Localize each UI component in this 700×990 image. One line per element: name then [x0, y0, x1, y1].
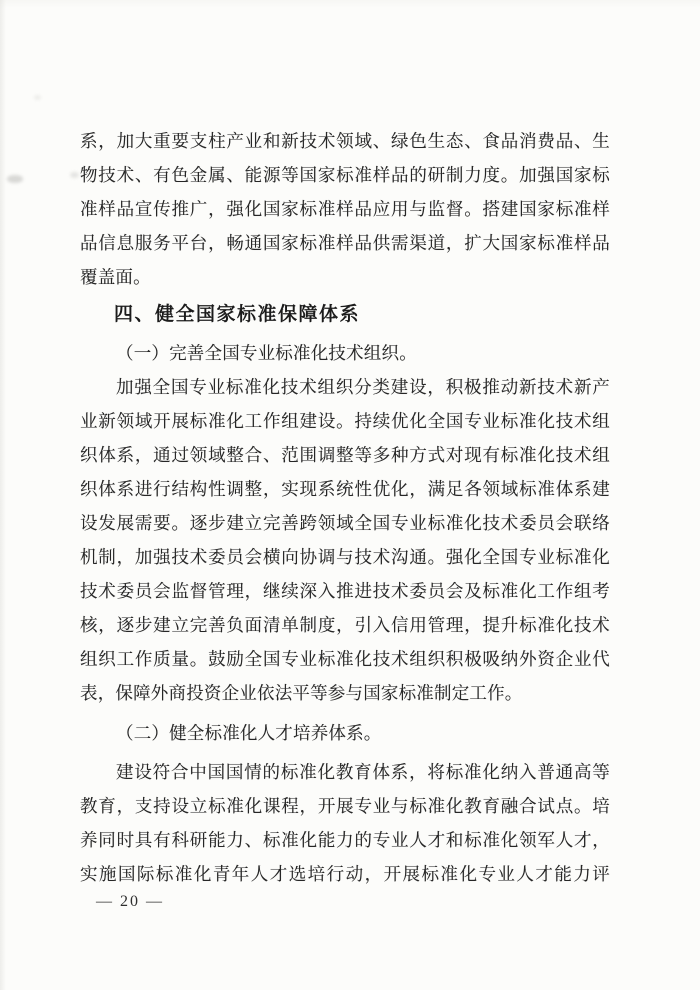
text-line: 业新领域开展标准化工作组建设。持续优化全国专业标准化技术组 [80, 411, 610, 431]
text-block [80, 124, 610, 891]
text-line: 织体系，通过领域整合、范围调整等多种方式对现有标准化技术组 [80, 445, 610, 465]
text-line: 养同时具有科研能力、标准化能力的专业人才和标准化领军人才， [80, 830, 610, 850]
text-line: 设发展需要。逐步建立完善跨领域全国专业标准化技术委员会联络 [80, 513, 610, 533]
page-number: — 20 — [96, 893, 164, 910]
scan-smudge [34, 95, 41, 100]
text-line: 表，保障外商投资企业依法平等参与国家标准制定工作。 [80, 683, 523, 703]
text-line: 核，逐步建立完善负面清单制度，引入信用管理，提升标准化技术 [80, 615, 610, 635]
text-line: 物技术、有色金属、能源等国家标准样品的研制力度。加强国家标 [80, 165, 610, 185]
text-line: 准样品宣传推广，强化国家标准样品应用与监督。搭建国家标准样 [80, 199, 610, 219]
text-line: 覆盖面。 [80, 267, 151, 287]
text-line: 加强全国专业标准化技术组织分类建设，积极推动新技术新产 [116, 377, 610, 397]
text-line: 机制，加强技术委员会横向协调与技术沟通。强化全国专业标准化 [80, 547, 610, 567]
text-line: 实施国际标准化青年人才选培行动，开展标准化专业人才能力评 [80, 864, 610, 884]
scan-smudge [7, 175, 23, 183]
text-line: 系，加大重要支柱产业和新技术领域、绿色生态、食品消费品、生 [80, 131, 610, 151]
subsection-heading: （二）健全标准化人才培养体系。 [116, 723, 382, 743]
text-line: 建设符合中国国情的标准化教育体系，将标准化纳入普通高等 [116, 762, 610, 782]
text-line: 组织工作质量。鼓励全国专业标准化技术组织积极吸纳外资企业代 [80, 649, 610, 669]
section-heading: 四、健全国家标准保障体系 [114, 304, 361, 325]
subsection-heading: （一）完善全国专业标准化技术组织。 [116, 343, 417, 363]
text-line: 品信息服务平台，畅通国家标准样品供需渠道，扩大国家标准样品 [80, 233, 610, 253]
scan-smudge [70, 172, 79, 178]
text-line: 教育，支持设立标准化课程，开展专业与标准化教育融合试点。培 [80, 796, 610, 816]
text-line: 技术委员会监督管理，继续深入推进技术委员会及标准化工作组考 [80, 581, 610, 601]
text-line: 织体系进行结构性调整，实现系统性优化，满足各领域标准体系建 [80, 479, 610, 499]
